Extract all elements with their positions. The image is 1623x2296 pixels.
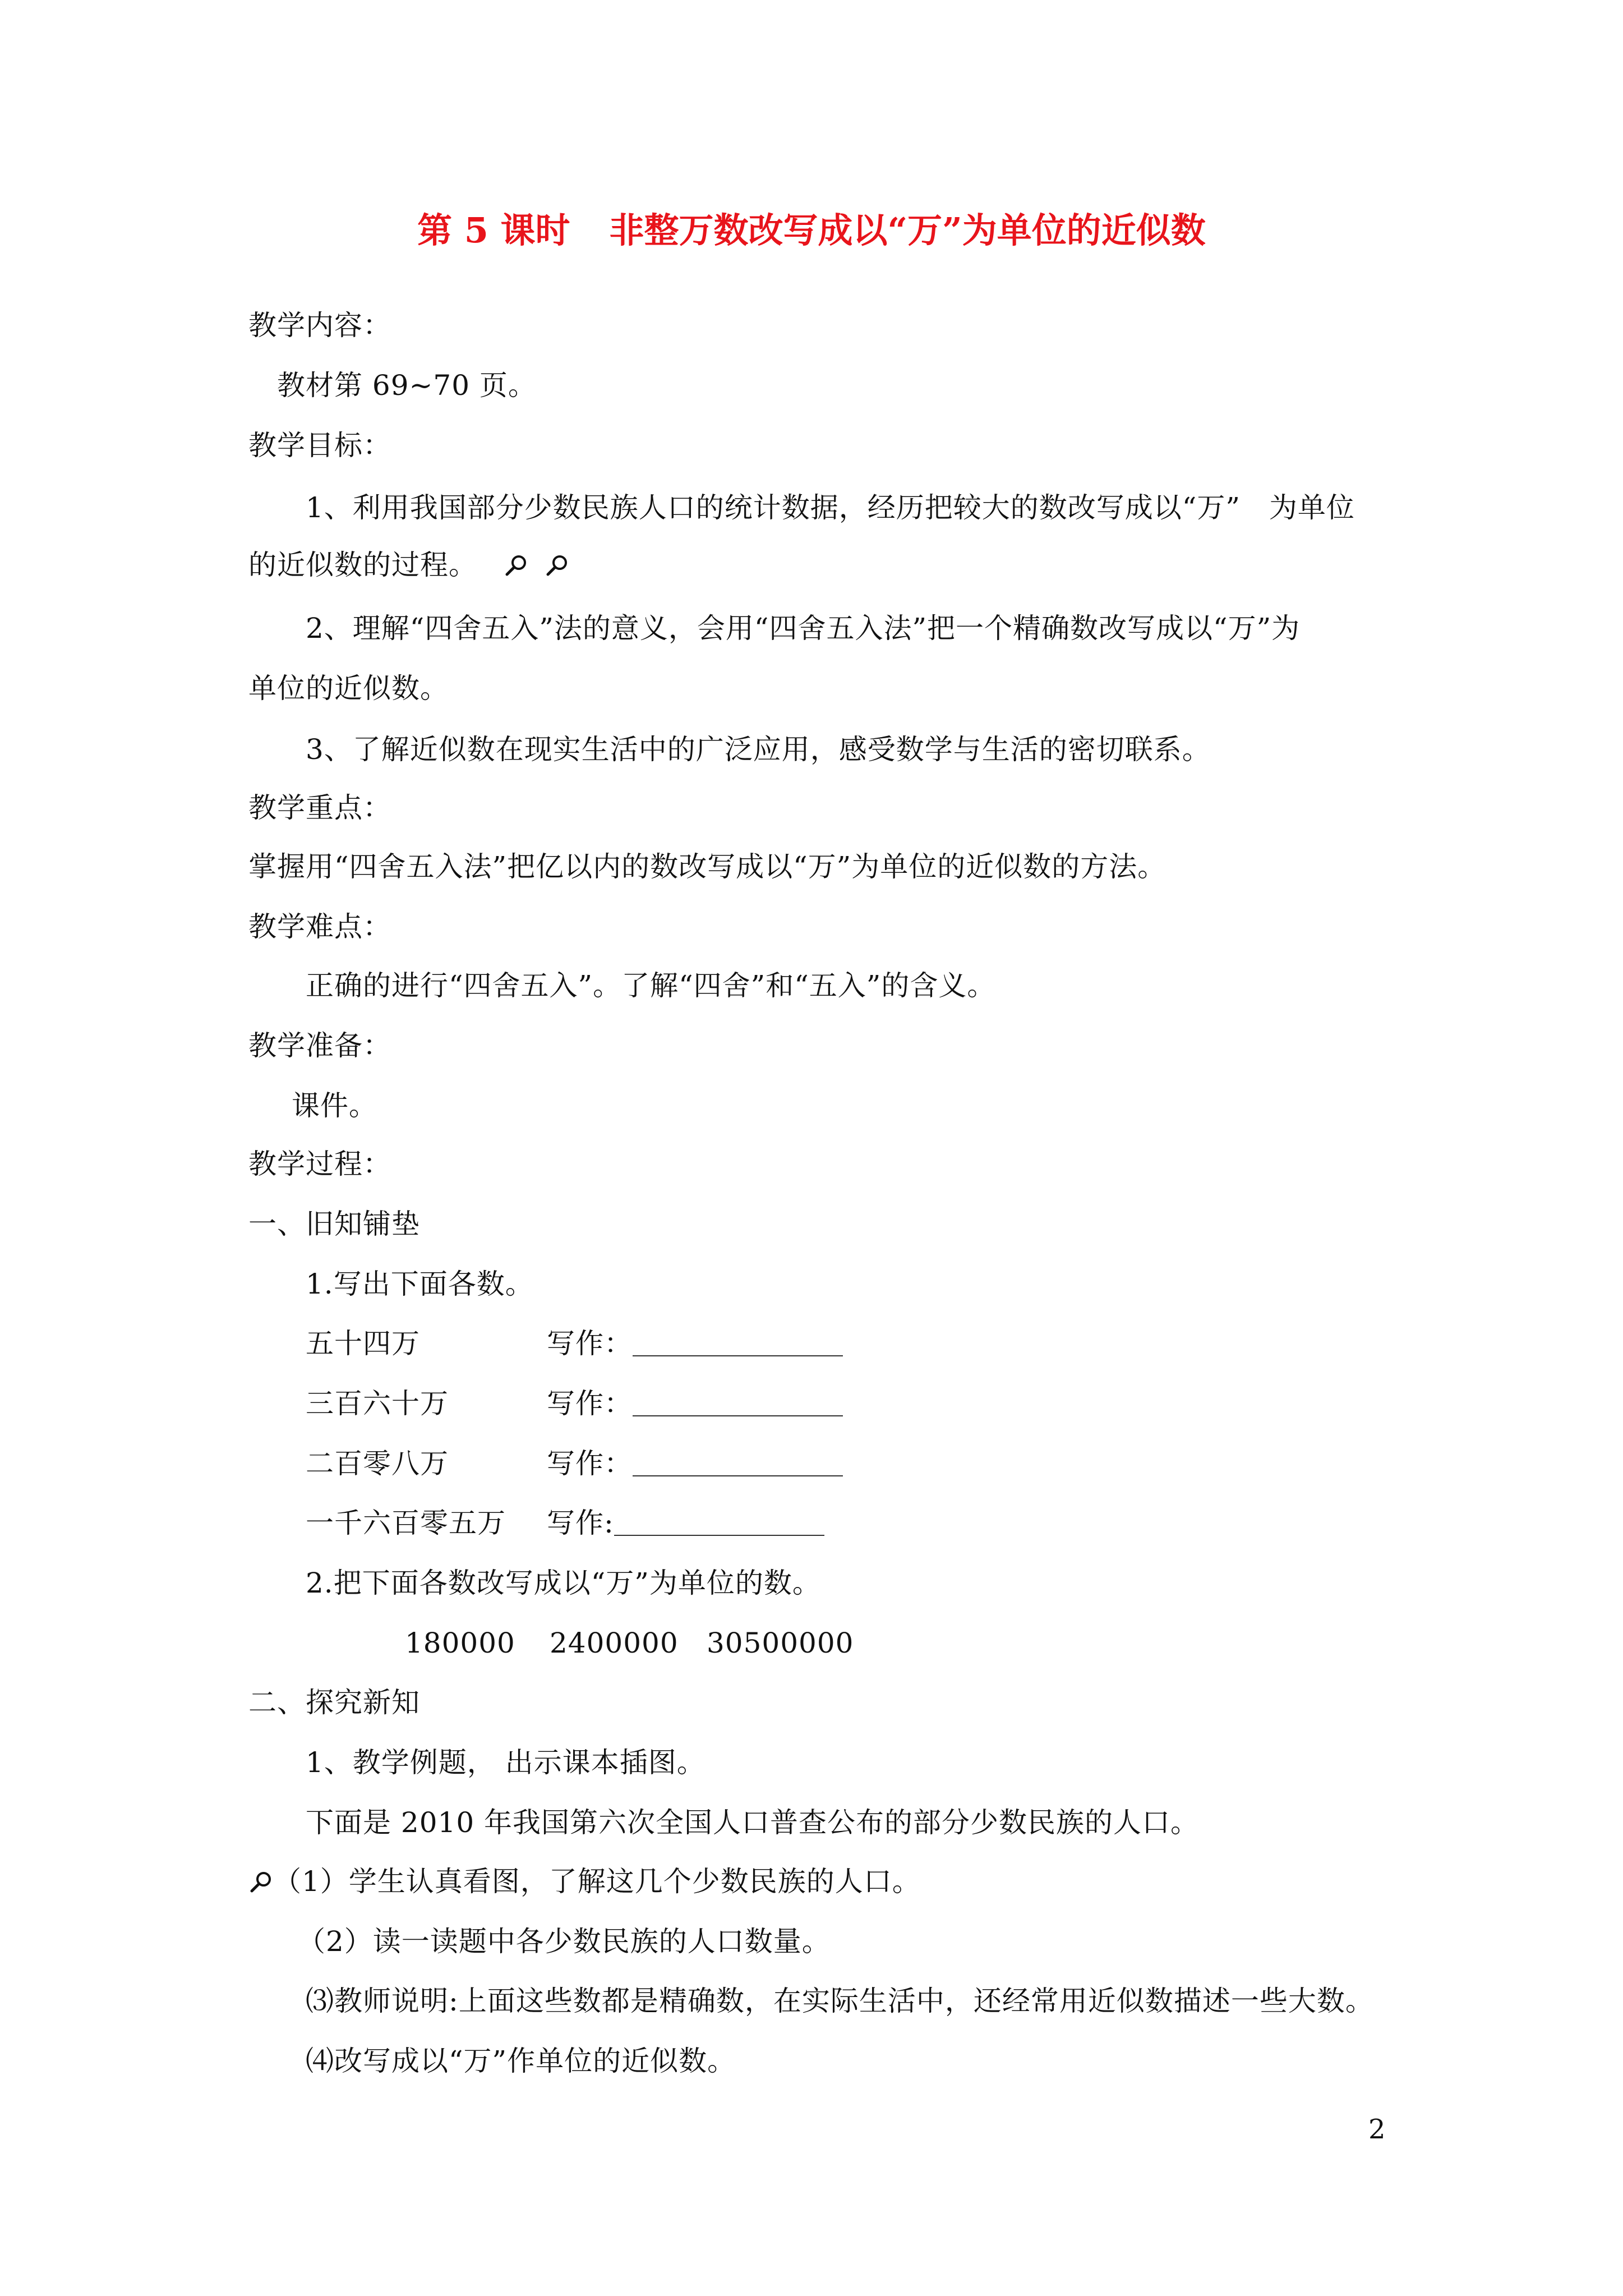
answer-blank bbox=[614, 1512, 824, 1536]
write-row bbox=[306, 1509, 824, 1537]
answer-blank bbox=[633, 1453, 843, 1476]
magnifier-icon bbox=[248, 1870, 273, 1894]
question-1: 1.写出下面各数。 bbox=[306, 1268, 534, 1300]
key-label: 教学重点： bbox=[248, 792, 391, 824]
write-row-word: 五十四万 bbox=[306, 1327, 420, 1360]
goal-3: 3、了解近似数在现实生活中的广泛应用，感受数学与生活的密切联系。 bbox=[306, 733, 1211, 766]
write-row-label: 写作: bbox=[547, 1507, 614, 1539]
write-row-label: 写作： bbox=[547, 1327, 633, 1360]
page-title bbox=[0, 210, 1623, 251]
goal-1-line-1: 1、利用我国部分少数民族人口的统计数据，经历把较大的数改写成以“万” 为单位 bbox=[306, 491, 1355, 524]
difficulty-text: 正确的进行“四舍五入”。了解“四舍”和“五入”的含义。 bbox=[306, 969, 996, 1002]
write-row-label: 写作： bbox=[547, 1447, 633, 1480]
number-list bbox=[405, 1629, 854, 1657]
content-text: 教材第 69~70 页。 bbox=[277, 369, 537, 402]
goal-2-line-1: 2、理解“四舍五入”法的意义，会用“四舍五入法”把一个精确数改写成以“万”为 bbox=[306, 612, 1301, 645]
example-1-intro: 下面是 2010 年我国第六次全国人口普查公布的部分少数民族的人口。 bbox=[306, 1806, 1200, 1839]
step-1 bbox=[248, 1865, 921, 1898]
write-row-word: 三百六十万 bbox=[306, 1387, 449, 1420]
section-2-heading: 二、探究新知 bbox=[248, 1686, 420, 1719]
difficulty-label: 教学难点： bbox=[248, 910, 391, 943]
key-text: 掌握用“四舍五入法”把亿以内的数改写成以“万”为单位的近似数的方法。 bbox=[248, 850, 1166, 883]
step-2: （2）读一读题中各少数民族的人口数量。 bbox=[297, 1925, 831, 1958]
prep-label: 教学准备： bbox=[248, 1029, 391, 1062]
answer-blank bbox=[633, 1333, 843, 1356]
goal-2-line-2: 单位的近似数。 bbox=[248, 672, 449, 705]
magnifier-icon bbox=[504, 553, 528, 578]
number-item: 30500000 bbox=[707, 1627, 854, 1659]
example-1: 1、教学例题， 出示课本插图。 bbox=[306, 1746, 706, 1779]
number-item: 2400000 bbox=[550, 1627, 679, 1659]
goal-1-line-2-text: 的近似数的过程。 bbox=[248, 549, 477, 581]
section-1-heading: 一、旧知铺垫 bbox=[248, 1208, 420, 1240]
page-number: 2 bbox=[1368, 2114, 1386, 2145]
prep-text: 课件。 bbox=[292, 1089, 377, 1122]
write-row bbox=[306, 1447, 843, 1480]
step-3: ⑶教师说明:上面这些数都是精确数，在实际生活中，还经常用近似数描述一些大数。 bbox=[306, 1985, 1374, 2017]
goal-1-line-2 bbox=[248, 551, 576, 579]
step-4: ⑷改写成以“万”作单位的近似数。 bbox=[306, 2045, 736, 2077]
number-item: 180000 bbox=[405, 1627, 515, 1659]
title-lesson: 第 5 课时 bbox=[417, 210, 570, 251]
write-row bbox=[306, 1329, 843, 1358]
content-label: 教学内容： bbox=[248, 309, 391, 342]
process-label: 教学过程： bbox=[248, 1148, 391, 1180]
question-2: 2.把下面各数改写成以“万”为单位的数。 bbox=[306, 1567, 821, 1599]
goals-label: 教学目标： bbox=[248, 429, 391, 462]
write-row-word: 二百零八万 bbox=[306, 1447, 449, 1480]
write-row-word: 一千六百零五万 bbox=[306, 1507, 506, 1539]
write-row-label: 写作： bbox=[547, 1387, 633, 1420]
magnifier-icon bbox=[545, 553, 569, 578]
title-topic: 非整万数改写成以“万”为单位的近似数 bbox=[609, 210, 1206, 251]
write-row bbox=[306, 1389, 843, 1418]
answer-blank bbox=[633, 1393, 843, 1416]
step-1-text: （1）学生认真看图，了解这几个少数民族的人口。 bbox=[273, 1865, 921, 1898]
